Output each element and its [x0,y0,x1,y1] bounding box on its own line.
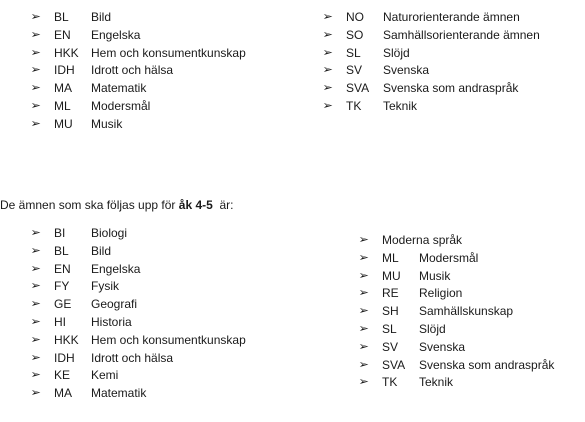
subject-name: Samhällsorienterande ämnen [383,27,540,42]
subject-name: Biologi [91,226,128,240]
subject-name: Bild [91,10,112,24]
subject-item [32,98,246,116]
subject-name: Hem och konsumentkunskap [91,332,246,347]
subject-code: RE [382,286,399,301]
subject-name: Bild [91,243,112,258]
subject-name: Svenska som andraspråk [419,357,555,372]
subject-item [32,332,246,350]
subject-code: FY [54,279,70,294]
subject-item [32,27,246,45]
subject-item [32,296,246,314]
subject-name: Matematik [91,81,147,96]
arrowhead-bullet-icon: ➢ [358,358,369,371]
subject-item [360,374,554,392]
bottom-right-subject-list [360,232,554,392]
subject-code: MA [54,81,72,96]
subject-item [324,45,540,63]
subject-item [324,98,540,116]
subject-item [32,116,246,134]
subject-code: TK [346,98,362,113]
subject-code: BL [54,243,69,258]
subject-code: IDH [54,63,75,78]
subject-name: Svenska som andraspråk [383,81,519,96]
arrowhead-bullet-icon: ➢ [30,244,41,257]
subject-item [32,278,246,296]
arrowhead-bullet-icon: ➢ [322,28,333,41]
arrowhead-bullet-icon: ➢ [322,99,333,112]
subject-code: KE [54,368,71,383]
subject-name: Idrott och hälsa [91,63,174,78]
subject-name: Svenska [383,63,430,78]
subject-name: Matematik [91,386,147,401]
arrowhead-bullet-icon: ➢ [358,305,369,318]
subject-item [324,80,540,98]
bottom-left-subject-list [32,225,246,403]
arrowhead-bullet-icon: ➢ [30,315,41,328]
subject-code: SVA [382,357,406,372]
arrowhead-bullet-icon: ➢ [30,298,41,311]
subject-item [32,367,246,385]
subject-code: BI [54,226,66,240]
arrowhead-bullet-icon: ➢ [30,387,41,400]
intro-grade-bold: åk 4-5 [178,198,213,212]
subject-item [360,232,554,250]
grade-4-5-intro [0,198,233,212]
subject-code: IDH [54,350,75,365]
subject-name: Idrott och hälsa [91,350,174,365]
arrowhead-bullet-icon: ➢ [30,333,41,346]
subject-code: MU [54,116,73,131]
subject-code: HKK [54,45,79,60]
subject-code: BL [54,10,69,24]
subject-name: Engelska [91,261,141,276]
subject-code: SV [346,63,363,78]
arrowhead-bullet-icon: ➢ [30,46,41,59]
subject-code: SL [346,45,361,60]
subject-code: TK [382,375,398,390]
arrowhead-bullet-icon: ➢ [30,227,41,239]
subject-item [32,45,246,63]
subject-name: Teknik [383,98,418,113]
subject-name: Historia [91,314,132,329]
arrowhead-bullet-icon: ➢ [322,82,333,95]
arrowhead-bullet-icon: ➢ [30,262,41,275]
subject-code: EN [54,261,71,276]
subject-name: Hem och konsumentkunskap [91,45,246,60]
subject-name: Religion [419,286,463,301]
subject-item [360,321,554,339]
arrowhead-bullet-icon: ➢ [30,117,41,130]
arrowhead-bullet-icon: ➢ [358,322,369,335]
arrowhead-bullet-icon: ➢ [358,287,369,300]
arrowhead-bullet-icon: ➢ [30,369,41,382]
subject-name: Modersmål [419,250,479,265]
subject-item [32,314,246,332]
arrowhead-bullet-icon: ➢ [30,351,41,364]
subject-code: EN [54,27,71,42]
top-right-subject-list [324,9,540,116]
arrowhead-bullet-icon: ➢ [322,64,333,77]
subject-item [32,243,246,261]
subject-code: MA [54,386,72,401]
subject-name: Moderna språk [382,233,463,247]
subject-name: Naturorienterande ämnen [383,10,520,24]
arrowhead-bullet-icon: ➢ [358,234,369,246]
subject-item [360,285,554,303]
arrowhead-bullet-icon: ➢ [30,11,41,23]
arrowhead-bullet-icon: ➢ [358,251,369,264]
subject-name: Musik [419,268,451,283]
arrowhead-bullet-icon: ➢ [358,269,369,282]
subject-code: HKK [54,332,79,347]
subject-code: SV [382,339,399,354]
subject-code: SH [382,304,399,319]
top-left-subject-list [32,9,246,134]
subject-name: Geografi [91,297,138,312]
subject-name: Musik [91,116,123,131]
intro-text-after: är: [212,198,234,212]
subject-item [32,350,246,368]
arrowhead-bullet-icon: ➢ [30,99,41,112]
arrowhead-bullet-icon: ➢ [358,376,369,389]
subject-name: Teknik [419,375,454,390]
subject-name: Slöjd [383,45,410,60]
subject-item [32,80,246,98]
arrowhead-bullet-icon: ➢ [30,280,41,293]
subject-name: Modersmål [91,98,151,113]
subject-name: Slöjd [419,321,446,336]
subject-item [360,339,554,357]
subject-name: Kemi [91,368,119,383]
subject-item [32,9,246,27]
subject-name: Samhällskunskap [419,304,514,319]
subject-item [324,62,540,80]
subject-code: SL [382,321,397,336]
subject-code: NO [346,10,364,24]
arrowhead-bullet-icon: ➢ [30,82,41,95]
subject-code: GE [54,297,72,312]
subject-item [324,27,540,45]
subject-name: Engelska [91,27,141,42]
subject-name: Svenska [419,339,466,354]
subject-code: MU [382,268,401,283]
arrowhead-bullet-icon: ➢ [30,64,41,77]
subject-name: Fysik [91,279,119,294]
arrowhead-bullet-icon: ➢ [322,46,333,59]
subject-code: ML [382,250,399,265]
subject-code: ML [54,98,71,113]
subject-code: HI [54,314,66,329]
subject-item [324,9,540,27]
arrowhead-bullet-icon: ➢ [30,28,41,41]
subject-item [32,385,246,403]
subject-item [360,357,554,375]
subject-item [360,268,554,286]
arrowhead-bullet-icon: ➢ [322,11,333,23]
subject-item [360,303,554,321]
subject-item [360,250,554,268]
subject-item [32,62,246,80]
subject-code: SVA [346,81,370,96]
arrowhead-bullet-icon: ➢ [358,340,369,353]
subject-item [32,261,246,279]
subject-item [32,225,246,243]
subject-code: SO [346,27,364,42]
intro-text-before: De ämnen som ska följas upp för [0,198,179,212]
